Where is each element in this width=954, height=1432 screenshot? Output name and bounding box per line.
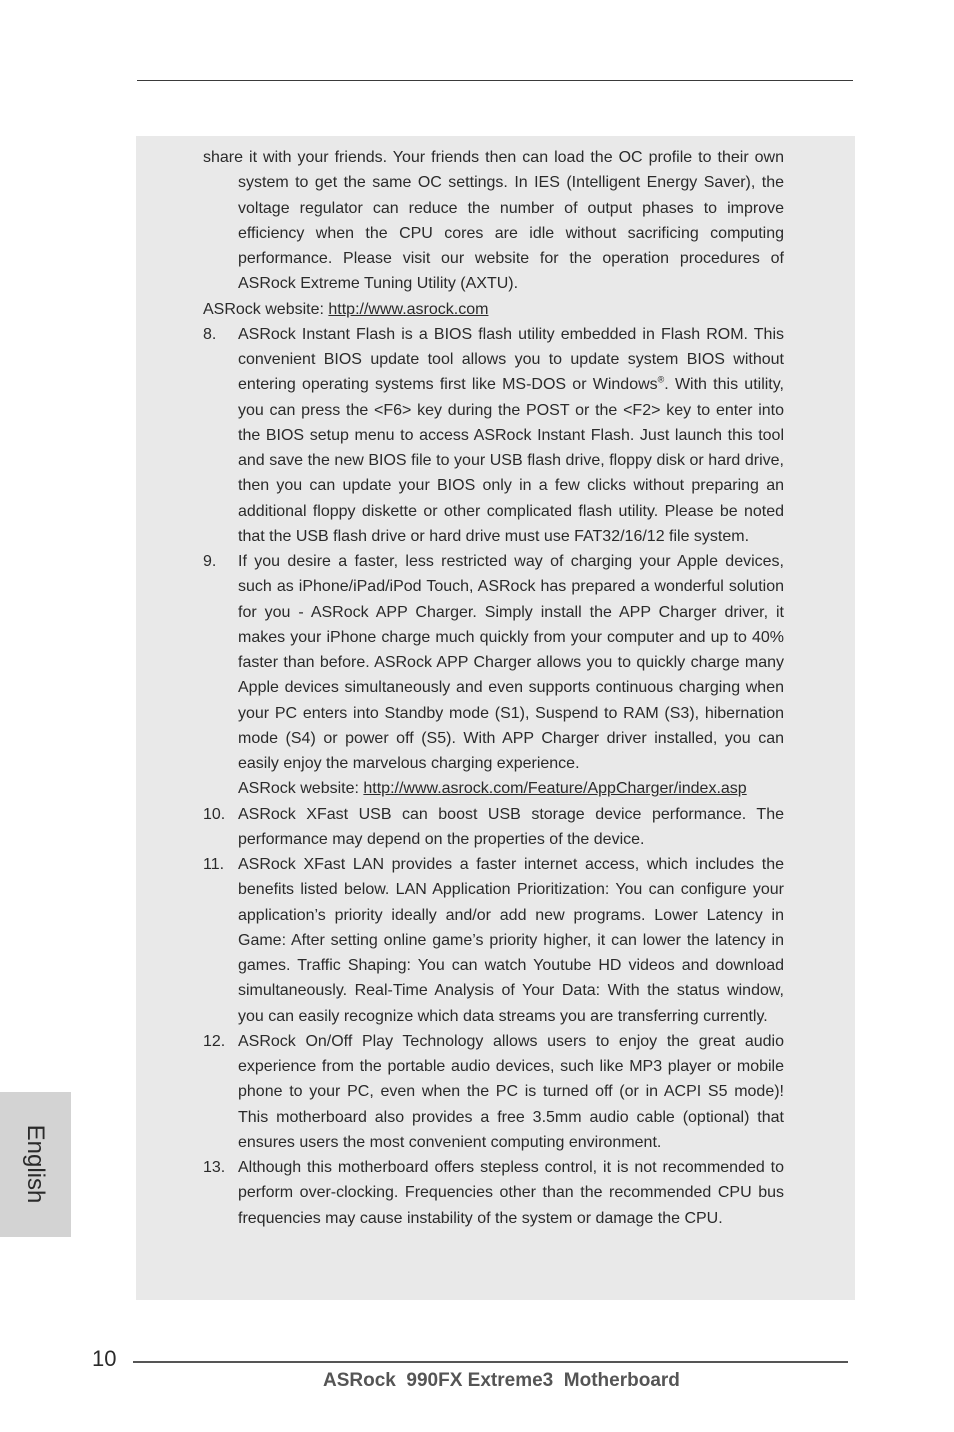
page-number: 10 [92, 1346, 117, 1371]
list-item-10 [203, 802, 784, 853]
item-number: 13. [203, 1159, 226, 1176]
item-text-part: . With this utility, you can press the <F6> key during the POST or the <F2> key to enter into the BIOS setup menu to access ASRock Instant Flash. Just launch this tool and save the new BIOS file to your USB flash drive, floppy disk or hard drive, then you can update your BIOS only in a few clicks without preparing an additional floppy diskette or other complicated flash utility. Please be noted that the USB flash drive or hard drive must use FAT32/16/12 file system. [238, 376, 785, 545]
item-number: 12. [203, 1032, 226, 1050]
item-number: 10. [203, 805, 226, 823]
item-number: 11. [203, 856, 225, 873]
item-text: If you desire a faster, less restricted way of charging your Apple devices, such as iPhone/iPad/iPod Touch, ASRock has prepared a wonderful solution for you - ASRock APP Charger. Simply install the APP Charger driver, it makes your iPhone charge much quickly from your computer and up to 40% faster than before. ASRock APP Charger allows you to quickly charge many Apple devices simultaneously and even supports continuous charging when your PC enters into Standby mode (S1), Suspend to RAM (S3), hibernation mode (S4) or power off (S5). With APP Charger driver installed, you can easily enjoy the marvelous charging experience. [238, 553, 784, 772]
item-text: Although this motherboard offers stepless control, it is not recommended to perform over-clocking. Frequencies other than the recommended CPU bus frequencies may cause instability of the system or damage the CPU. [238, 1159, 784, 1227]
list-item-8 [203, 322, 784, 549]
header-rule [137, 80, 853, 81]
list-item-11 [203, 852, 784, 1029]
footer-rule [133, 1361, 848, 1363]
item-body [238, 802, 784, 853]
list-item-9 [203, 549, 784, 802]
item-text: ASRock XFast LAN provides a faster internet access, which includes the benefits listed below. LAN Application Prioritization: You can configure your application’s priority ideally and/or add new programs. Lower Latency in Game: After setting online game’s priority higher, it can lower the latency in games. Traffic Shaping: You can watch Youtube HD videos and download simultaneously. Real-Time Analysis of Your Data: With the status window, you can easily recognize which data streams you are transferring currently. [238, 856, 784, 1025]
app-charger-link[interactable]: http://www.asrock.com/Feature/AppCharger/index.asp [363, 780, 747, 798]
item-number: 8. [203, 325, 217, 343]
item-text [238, 322, 784, 549]
item-body [238, 1155, 784, 1231]
item-text: ASRock On/Off Play Technology allows users to enjoy the great audio experience from the portable audio devices, such like MP3 player or mobile phone to your PC, even when the PC is turned off (or in ACPI S5 mode)! This motherboard also provides a free 3.5mm audio cable (optional) that ensures users the most convenient computing environment. [238, 1032, 784, 1151]
list-item-12 [203, 1029, 784, 1155]
item-number: 9. [203, 553, 217, 570]
footer-title: ASRock 990FX Extreme3 Motherboard [323, 1370, 680, 1391]
item-text-part: ASRock Instant Flash is a BIOS flash utility embedded in Flash ROM. This convenient BIOS update tool allows you to update system BIOS without entering operating systems first like MS-DOS or Windows [238, 325, 784, 394]
website-label: ASRock website: [203, 300, 329, 318]
continued-item [203, 145, 784, 322]
item-text: ASRock XFast USB can boost USB storage device performance. The performance may depend on the properties of the device. [238, 805, 784, 848]
list-item-13 [203, 1155, 784, 1231]
feature-list [203, 145, 784, 1231]
asrock-website-link[interactable]: http://www.asrock.com [328, 300, 489, 318]
website-label: ASRock website: [238, 780, 364, 798]
item-body [238, 1029, 784, 1155]
item-body [238, 852, 784, 1029]
website-line [203, 297, 784, 322]
item-body [238, 549, 784, 802]
registered-mark: ® [657, 374, 665, 385]
website-line [238, 776, 784, 801]
continued-item-text: share it with your friends. Your friends then can load the OC profile to their own system to get the same OC settings. In IES (Intelligent Energy Saver), the voltage regulator can reduce the number of output phases to improve efficiency when the CPU cores are idle without sacrificing computing performance. Please visit our website for the operation procedures of ASRock Extreme Tuning Utility (AXTU). [203, 149, 784, 293]
language-tab [0, 1092, 71, 1237]
language-label: English [22, 1124, 49, 1204]
item-body [238, 322, 784, 549]
